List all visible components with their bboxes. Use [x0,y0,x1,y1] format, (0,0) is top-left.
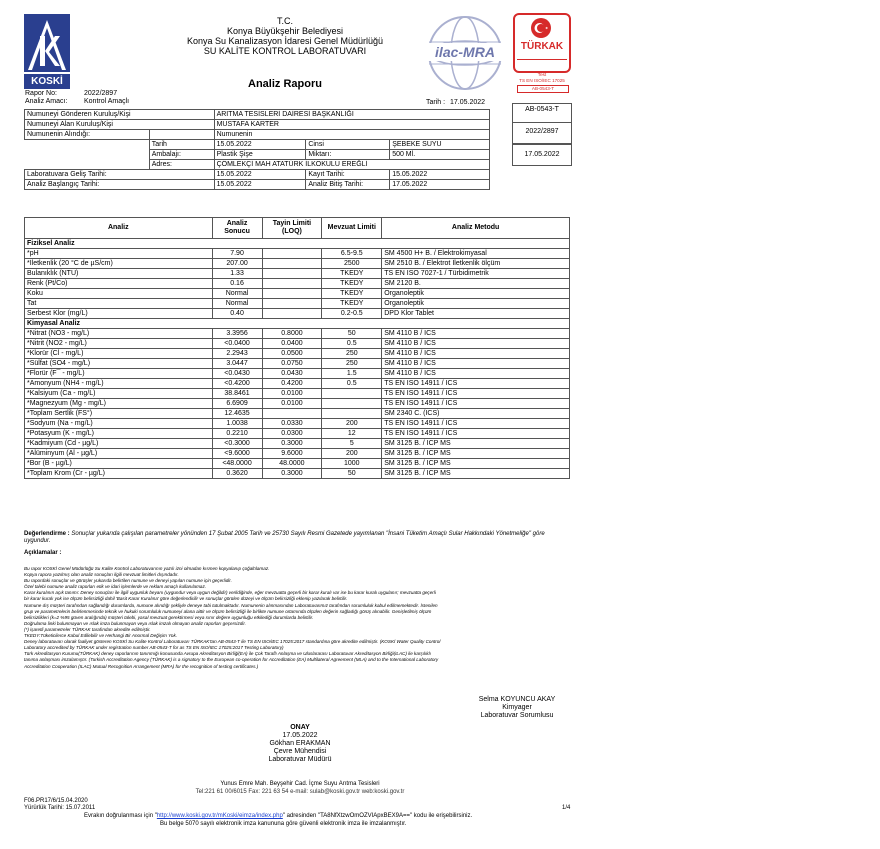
result-limit: TKEDY [322,279,382,289]
results-body [25,239,570,479]
note-line: tanıma anlaşması imzalamıştır. (Turkish Accreditation Agency (TÜRKAK) is a signatory to the European co-operation for Accreditation (EA) Multilateral Agreement (MLA) and to the International Laboratory [24,657,439,663]
result-method: SM 3125 B. / ICP MS [382,459,570,469]
result-value: 3.0447 [212,359,262,369]
result-parameter: *pH [25,249,213,259]
result-value: 6.6909 [212,399,262,409]
turkish-flag-icon [530,17,552,39]
result-method: SM 4110 B / ICS [382,349,570,359]
result-loq: 0.8000 [262,329,322,339]
arrival-value: 15.05.2022 [214,170,306,180]
sample-date-value: 15.05.2022 [214,140,306,150]
container-label: Ambalajı: [149,150,214,160]
result-method: TS EN ISO 14911 / ICS [382,389,570,399]
verify-pre: Evrakın doğrulanması için " [84,813,157,819]
org-line-3: Konya Su Kanalizasyon İdaresi Genel Müdürlüğü [186,36,384,46]
result-method: TS EN ISO 14911 / ICS [382,429,570,439]
sample-type-value: ŞEBEKE SUYU [390,140,490,150]
record-label: Kayıt Tarihi: [306,170,390,180]
result-limit: 0.5 [322,379,382,389]
result-parameter: *Nitrat (NO3 - mg/L) [25,329,213,339]
col-header-loq: Tayin Limiti (LOQ) [262,218,322,239]
result-loq: 0.3000 [262,439,322,449]
sample-info-table [24,109,490,190]
note-line: bir karar kuralı yok ise ölçüm belirsizliği dahil 'Basit Karar Kuralına' göre değerlendirilir ve sonuçlar görülen düzeyi ve ölçüm belirsizliği eklenip yazılarak belirtilir. [24,596,348,602]
result-method: SM 3125 B. / ICP MS [382,469,570,479]
result-loq: 0.4200 [262,379,322,389]
results-table [24,217,570,479]
result-row [25,359,570,369]
arrival-label: Laboratuvara Geliş Tarihi: [25,170,215,180]
note-line: Accreditation Cooperation (ILAC) Mutual Recognition Arrangement (MRA) for the recognition of testing certificates.) [24,663,259,669]
result-parameter: *Klorür (Cl - mg/L) [25,349,213,359]
result-row [25,269,570,279]
result-method: SM 4500 H+ B. / Elektrokimyasal [382,249,570,259]
result-value: Normal [212,289,262,299]
result-parameter: *Sodyum (Na - mg/L) [25,419,213,429]
result-loq: 0.0430 [262,369,322,379]
result-value: 1.0038 [212,419,262,429]
result-parameter: Koku [25,289,213,299]
result-row [25,329,570,339]
result-value: 12.4635 [212,409,262,419]
result-parameter: *Sülfat (SO4 - mg/L) [25,359,213,369]
note-line: Laboratory accredited by TÜRKAK under registration number AB-0543-T for as TS EN ISO/IEC 17025:2017 Testing Laboratory) [24,645,284,651]
result-limit: 250 [322,349,382,359]
amount-label: Miktarı: [306,150,390,160]
report-no-label: Rapor No: [25,90,57,97]
signatory-block [462,696,572,720]
address-label: Adres: [149,160,214,170]
note-line: (*) işaretli parametreler TÜRKAK tarafından akredite edilmiştir. [24,626,151,632]
side-box-report-no: 2022/2897 [512,122,572,144]
verify-post: " adresinden "TA8NfXtzwOmOZVIApxBEX9A==" kodu ile erişebilirsiniz. [282,813,473,819]
purpose-value: Kontrol Amaçlı [84,98,130,105]
result-loq [262,289,322,299]
result-method: SM 2340 C. (ICS) [382,409,570,419]
collector-value: MUSTAFA KARTER [214,120,489,130]
side-box-date: 17.05.2022 [512,144,572,166]
approval-label: ONAY [290,724,310,731]
start-value: 15.05.2022 [214,180,306,190]
result-loq [262,409,322,419]
result-row [25,369,570,379]
note-line: Türk Akreditasyon Kurumu(TÜRKAK) deney raporlarının tanınmığı konusunda Avrupa Akreditasyon Birliği(EA) ile Çok Taraflı Anlaşma ve Uluslararası Laboratuvar Akreditasyon Birliği(ILAC) ile karşılıklı [24,651,431,657]
result-limit [322,389,382,399]
col-header-analysis: Analiz [25,218,213,239]
result-loq [262,269,322,279]
approval-role: Laboratuvar Müdürü [268,756,332,763]
result-parameter: Serbest Klor (mg/L) [25,309,213,319]
result-loq: 9.6000 [262,449,322,459]
result-parameter: *Kalsiyum (Ca - mg/L) [25,389,213,399]
amount-value: 500 Ml. [390,150,490,160]
note-line: Numune dış müşteri tarafından sağlandığı durumlarda, numune alındığı şekliyle deneye tabi tutulmaktadır. Numunenin alınmasından Laboratuvarımız tarafından sorumluluk kabul edilmemektedir. İstenilen [24,602,438,608]
footer-contact: Tel:221 61 00/6015 Fax: 221 63 54 e-mail: sulab@koski.gov.tr web:koski.gov.tr [195,789,405,795]
signatory-name: Selma KOYUNCU AKAY [478,696,556,703]
purpose-label: Analiz Amacı: [25,98,68,105]
note-line: Doğrulama linki bulunmayan ve ıslak imza bulunmayan veya ıslak imzalı olmayan analiz raporları geçersizdir. [24,620,246,626]
page-number: 1/4 [562,805,571,811]
result-limit: 12 [322,429,382,439]
result-method: SM 4110 B / ICS [382,339,570,349]
sample-type-label: Cinsi [306,140,390,150]
result-limit: TKEDY [322,299,382,309]
turkak-text: TÜRKAK [520,41,564,52]
result-loq [262,309,322,319]
address-row [25,160,490,170]
result-loq [262,279,322,289]
result-method: SM 4110 B / ICS [382,329,570,339]
result-row [25,459,570,469]
result-row [25,379,570,389]
result-loq [262,299,322,309]
result-loq: 0.0400 [262,339,322,349]
org-line-2: Konya Büyükşehir Belediyesi [226,26,344,36]
result-parameter: *Kadmiyum (Cd - µg/L) [25,439,213,449]
collector-label: Numuneyi Alan Kuruluş/Kişi [25,120,215,130]
result-limit [322,399,382,409]
result-row [25,409,570,419]
result-loq: 0.0750 [262,359,322,369]
notes-block [24,566,572,670]
result-method: SM 3125 B. / ICP MS [382,449,570,459]
result-limit: 5 [322,439,382,449]
results-header-row [25,218,570,239]
result-parameter: Tat [25,299,213,309]
section-row [25,239,570,249]
note-line: grup ve parametrelerin belirlenmesinde teknik ve hukuki sorumluluk numuneyi alana aittir ve ölçüm belirsizliği ile birlikte numune ortamında ölçülen değerin sağladığı görüş alınabilir. Genişletilmiş ölçüm [24,608,432,614]
result-value: 0.2210 [212,429,262,439]
result-loq: 0.3000 [262,469,322,479]
result-limit: 1000 [322,459,382,469]
record-value: 15.05.2022 [390,170,490,180]
approval-name: Gökhan ERAKMAN [269,740,331,747]
note-line: Deney laboratuvarı olarak faaliyet gösteren KOSKİ Su Kalite Kontrol Laboratuvarı TÜRKAK'tan AB-0543-T ile TS EN ISO/IEC 17025:2017 standardına göre akredite edilmiştir. (KOSKİ Water Quality Control [24,639,441,645]
result-row [25,429,570,439]
ilac-mra-text: ilac-MRA [435,44,495,60]
address-value: ÇÖMLEKÇİ MAH ATATÜRK İLKOKULU EREĞLİ [214,160,489,170]
result-loq: 0.0330 [262,419,322,429]
evaluation-label: Değerlendirme : [24,531,70,537]
source-label: Numunenin Alındığı: [25,130,150,140]
section-row [25,319,570,329]
result-parameter: *Bor (B - µg/L) [25,459,213,469]
result-method: TS EN ISO 14911 / ICS [382,419,570,429]
result-limit: 200 [322,449,382,459]
result-limit: 50 [322,329,382,339]
result-loq [262,249,322,259]
ilac-mra-logo [424,14,506,92]
evaluation-text: Sonuçlar yukarıda çalışılan parametreler yönünden 17 Şubat 2005 Tarih ve 25730 Sayılı Resmi Gazetede yayımlanan "İnsani Tüketim Amaçlı Sular Hakkındaki Yönetmeliğe" göre uygundur. [24,531,545,544]
sender-value: ARITMA TESİSLERİ DAİRESİ BAŞKANLIĞI [214,110,489,120]
notes-label: Açıklamalar : [24,550,62,556]
container-value: Plastik Şişe [214,150,306,160]
result-limit: 200 [322,419,382,429]
result-value: 2.2943 [212,349,262,359]
result-method: DPD Klor Tablet [382,309,570,319]
result-parameter: *Amonyum (NH4 - mg/L) [25,379,213,389]
result-value: <0.4200 [212,379,262,389]
result-row [25,339,570,349]
result-row [25,399,570,409]
result-method: Organoleptik [382,289,570,299]
side-box-accreditation: AB-0543-T [512,103,572,123]
result-method: Organoleptik [382,299,570,309]
note-line: Bu rapor KOSKİ Genel Müdürlüğü Su Kalite Kontrol Laboratuvarının yazılı izni olmadan kısmen kopyalanıp çoğaltılamaz. [24,566,270,571]
org-header [160,16,410,56]
result-limit: 50 [322,469,382,479]
col-header-limit: Mevzuat Limiti [322,218,382,239]
org-line-1: T.C. [276,16,293,26]
effective-date: Yürürlük Tarihi: 15.07.2011 [24,805,96,811]
koski-logo-text: KOSKİ [31,76,63,87]
turkak-sub-2: TS EN ISO/IEC 17025 [519,78,565,83]
result-row [25,279,570,289]
result-parameter: *Toplam Krom (Cr - µg/L) [25,469,213,479]
result-value: <9.6000 [212,449,262,459]
result-value: 7.90 [212,249,262,259]
result-method: SM 2120 B. [382,279,570,289]
esign-line: Bu belge 5070 sayılı elektronik imza kanununa göre güvenli elektronik imza ile imzalanmıştır. [160,821,407,827]
result-parameter: *Magnezyum (Mg - mg/L) [25,399,213,409]
result-parameter: *Potasyum (K - mg/L) [25,429,213,439]
org-line-4: SU KALİTE KONTROL LABORATUVARI [203,46,367,56]
sender-label: Numuneyi Gönderen Kuruluş/Kişi [25,110,215,120]
sample-date-label: Tarih [149,140,214,150]
result-loq: 48.0000 [262,459,322,469]
report-date-label: Tarih : [426,99,446,106]
result-loq: 0.0300 [262,429,322,439]
result-value: <0.0400 [212,339,262,349]
result-value: 1.33 [212,269,262,279]
signatory-title: Kimyager [502,704,532,711]
evaluation-block [24,531,570,545]
container-row [25,150,490,160]
result-limit: 0.5 [322,339,382,349]
result-row [25,449,570,459]
source-row [25,130,490,140]
result-parameter: *İletkenlik (20 °C de µS/cm) [25,259,213,269]
turkak-code: AB-0543-T [517,85,569,93]
result-loq [262,259,322,269]
col-header-result: Analiz Sonucu [212,218,262,239]
turkak-logo [513,13,569,95]
approval-title: Çevre Mühendisi [273,748,327,755]
result-method: SM 4110 B / ICS [382,369,570,379]
result-row [25,259,570,269]
result-limit [322,409,382,419]
report-title: Analiz Raporu [248,78,322,90]
result-parameter: *Alüminyum (Al - µg/L) [25,449,213,459]
result-limit: TKEDY [322,269,382,279]
result-parameter: Renk (Pt/Co) [25,279,213,289]
start-label: Analiz Başlangıç Tarihi: [25,180,215,190]
result-method: TS EN ISO 7027-1 / Türbidimetrik [382,269,570,279]
result-row [25,249,570,259]
note-line: Özel talebi numune analiz raporları etik ve idari işlemlerde ve reklam amaçlı kullanılamaz. [24,584,207,590]
analysis-dates-row [25,180,490,190]
result-limit: 1.5 [322,369,382,379]
result-limit: TKEDY [322,289,382,299]
result-value: <0.3000 [212,439,262,449]
result-limit: 250 [322,359,382,369]
sender-row [25,110,490,120]
result-limit: 6.5-9.5 [322,249,382,259]
result-row [25,309,570,319]
result-method: TS EN ISO 14911 / ICS [382,399,570,409]
note-line: TKEDY:Tüketicilerce Kabul Edilebilir ve Herhangi Bir Anormal Değişim Yok. [24,633,178,639]
result-parameter: Bulanıklık (NTU) [25,269,213,279]
verify-link[interactable]: http://www.koski.gov.tr/mKoski/eimza/index.php [156,813,283,819]
collector-row [25,120,490,130]
note-line: Kopya rapora yazılmış olan analiz sonuçları ilgili mevzuat limitleri dışındadır. [24,572,179,578]
verify-line [84,813,564,820]
result-value: 38.8461 [212,389,262,399]
result-method: SM 4110 B / ICS [382,359,570,369]
end-value: 17.05.2022 [390,180,490,190]
result-value: 0.16 [212,279,262,289]
result-row [25,389,570,399]
note-line: belirsizlikleri (k=2 %95 güven aralığında) müşteri talebi, yasal mevzuat gerektirmesi veya sınır değere uygunluğu etkilediği durumlarda belirtilir. [24,614,314,620]
result-value: <0.0430 [212,369,262,379]
result-value: 207.00 [212,259,262,269]
end-label: Analiz Bitiş Tarihi: [306,180,390,190]
approval-date: 17.05.2022 [282,732,318,739]
result-loq: 0.0500 [262,349,322,359]
koski-logo [24,14,70,90]
result-value: Normal [212,299,262,309]
result-method: SM 3125 B. / ICP MS [382,439,570,449]
sample-date-row [25,140,490,150]
result-value: 3.3956 [212,329,262,339]
result-method: TS EN ISO 14911 / ICS [382,379,570,389]
result-row [25,299,570,309]
result-limit: 2500 [322,259,382,269]
result-method: SM 2510 B. / Elektrot İletkenlik ölçüm [382,259,570,269]
note-line: Karar kuralının açık tanımı: Deney sonuçları ile ilgili uygunluk beyanı (uygundur veya uygun değildir) verildiğinde, eğer mevzuatta geçerli bir karar kuralı var ise bu karar kuralı uygulanır; mevzuatta geçerli [24,590,436,596]
result-loq: 0.0100 [262,399,322,409]
footer-address: Yunus Emre Mah. Beyşehir Cad. İçme Suyu Arıtma Tesisleri [220,781,380,787]
report-date-value: 17.05.2022 [450,99,486,106]
note-line: Bu rapordaki sonuçlar ve görüşler yukarıda belirtilen numune ve deneyi yapılan numune için geçerlidir. [24,578,232,584]
arrival-row [25,170,490,180]
result-row [25,349,570,359]
turkak-sub-1: Test [537,72,547,77]
result-row [25,289,570,299]
approval-block [230,724,370,764]
report-no-value: 2022/2897 [84,90,118,97]
result-row [25,439,570,449]
result-limit: 0.2-0.5 [322,309,382,319]
section-title: Fiziksel Analiz [25,239,570,249]
result-row [25,419,570,429]
result-parameter: *Nitrit (NO2 - mg/L) [25,339,213,349]
result-row [25,469,570,479]
result-parameter: *Florür (F¯ - mg/L) [25,369,213,379]
result-parameter: *Toplam Sertlik (FS°) [25,409,213,419]
result-value: 0.40 [212,309,262,319]
form-code: F06.PR17/6/15.04.2020 [24,798,88,804]
col-header-method: Analiz Metodu [382,218,570,239]
signatory-role: Laboratuvar Sorumlusu [480,712,554,719]
section-title: Kimyasal Analiz [25,319,570,329]
source-value: Numunenin [214,130,489,140]
result-value: 0.3620 [212,469,262,479]
result-value: <48.0000 [212,459,262,469]
result-loq: 0.0100 [262,389,322,399]
page-margin [590,0,880,849]
